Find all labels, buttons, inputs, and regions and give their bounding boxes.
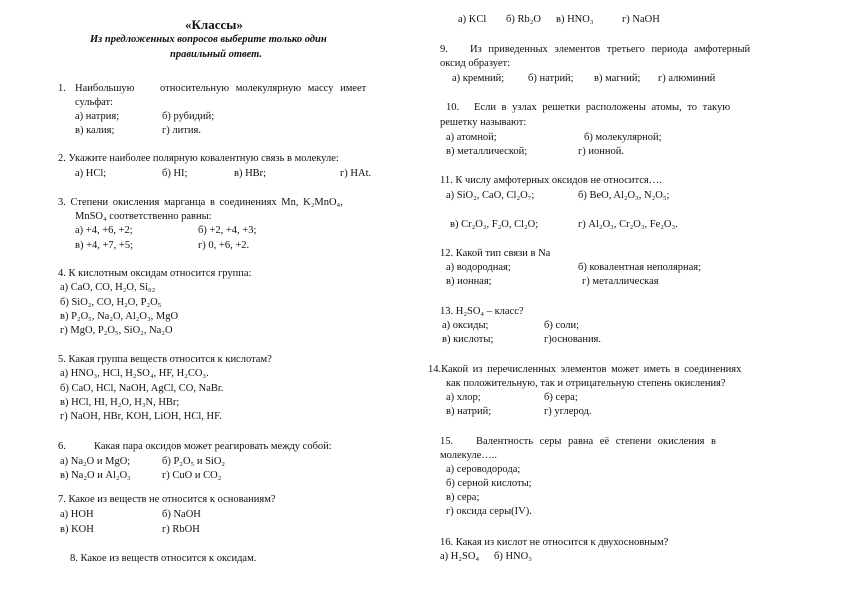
question-number: 6. (58, 441, 66, 452)
answer-option: в) ионная; (446, 276, 492, 287)
answer-option: б) +2, +4, +3; (198, 225, 257, 236)
answer-option: г) NaOH (622, 14, 660, 25)
question-text: Если в узлах решетки расположены атомы, то такую (474, 102, 731, 113)
answer-option: б) NaOH (162, 509, 201, 520)
question-number: 9. (440, 44, 448, 55)
question-text: 12. Какой тип связи в Na (440, 248, 551, 259)
question-text: 13. H₂SO₄ – класс? (440, 306, 524, 317)
answer-option: б) BeO, Al₂O₃, N₂O₅; (578, 190, 670, 201)
answer-option: б) молекулярной; (584, 132, 662, 143)
answer-option: в) HCl, HI, H₂O, H₃N, HBr; (60, 397, 180, 408)
answer-option: б) SiO₂, CO, H₂O, P₂O₅ (60, 297, 162, 308)
answer-option: б) HI; (162, 168, 188, 179)
answer-option: в) металлической; (446, 146, 528, 157)
answer-option: в) KOH (60, 524, 94, 535)
question-text: 2. Укажите наиболее полярную ковалентную связь в молекуле: (58, 153, 339, 164)
answer-option: г) CuO и CO₂ (162, 470, 222, 481)
answer-option: а) атомной; (446, 132, 497, 143)
question-text: 8. Какое из веществ относится к оксидам. (70, 553, 257, 564)
question-text: 11. К числу амфотерных оксидов не относится…. (440, 175, 662, 186)
answer-option: г) алюминий (658, 73, 716, 84)
page-title: «Классы» (185, 17, 243, 32)
answer-option: б) Rb₂O (506, 14, 541, 25)
question-text: относительную молекулярную массу имеет (160, 83, 367, 94)
question-text: Из приведенных элементов третьего периода амфотерный (470, 44, 751, 55)
instructions-line: правильный ответ. (170, 49, 263, 60)
answer-option: б) рубидий; (162, 111, 215, 122)
question-text: оксид образует: (440, 58, 511, 69)
answer-option: г) MgO, P₂O₅, SiO₂, Na₂O (60, 325, 173, 336)
answer-option: б) HNO₃ (494, 551, 532, 562)
question-text: сульфат: (75, 97, 114, 108)
answer-option: в) Na₂O и Al₂O₃ (60, 470, 131, 481)
question-number: 15. (440, 436, 454, 447)
answer-option: б) CaO, HCl, NaOH, AgCl, CO, NaBr. (60, 383, 224, 394)
question-text: решетку называют: (440, 117, 527, 128)
answer-option: б) натрий; (528, 73, 574, 84)
answer-option: а) кремний; (452, 73, 505, 84)
answer-option: г) HAt. (340, 168, 372, 179)
answer-option: г) Al₂O₃, Cr₂O₃, Fe₂O₃. (578, 219, 678, 230)
answer-option: в) натрий; (446, 406, 492, 417)
question-text: Какая пара оксидов может реагировать между собой: (94, 441, 332, 452)
answer-option: г) NaOH, HBr, KOH, LiOH, HCl, HF. (60, 411, 222, 422)
answer-option: в) HNO₃ (556, 14, 594, 25)
answer-option: а) хлор; (446, 392, 481, 403)
answer-option: г) 0, +6, +2. (198, 240, 250, 251)
question-number: 1. (58, 83, 66, 94)
answer-option: г) металлическая (582, 276, 659, 287)
answer-option: в) кислоты; (442, 334, 494, 345)
answer-option: б) P₂O₅ и SiO₂ (162, 456, 226, 467)
answer-option: в) +4, +7, +5; (75, 240, 134, 251)
question-text: 3. Степени окисления марганца в соединениях Mn, K₂MnO₄, (58, 197, 343, 208)
question-text: 16. Какая из кислот не относится к двухосновным? (440, 537, 669, 548)
question-text: молекуле….. (440, 450, 498, 461)
answer-option: б) сера; (544, 392, 578, 403)
answer-option: б) серной кислоты; (446, 478, 532, 489)
answer-option: в) P₂O₅, Na₂O, Al₂O₃, MgO (60, 311, 179, 322)
answer-option: в) калия; (75, 125, 115, 136)
question-text: как положительную, так и отрицательную степень окисления? (446, 378, 726, 389)
answer-option: а) SiO₂, CaO, Cl₂O₇; (446, 190, 535, 201)
answer-option: г) лития. (162, 125, 201, 136)
answer-option: г)основания. (544, 334, 602, 345)
question-text: Наибольшую (75, 83, 135, 94)
answer-option: а) KCl (458, 14, 487, 25)
question-text: 7. Какое из веществ не относится к основаниям? (58, 494, 276, 505)
answer-option: а) HOH (60, 509, 94, 520)
question-text: MnSO₄ соответственно равны: (75, 211, 212, 222)
answer-option: в) магний; (594, 73, 641, 84)
answer-option: а) водородная; (446, 262, 511, 273)
answer-option: г) RbOH (162, 524, 200, 535)
answer-option: г) ионной. (578, 146, 625, 157)
answer-option: а) CaO, CO, H₂O, Si₀₂ (60, 282, 156, 293)
question-text: Валентность серы равна её степени окисления в (476, 436, 716, 447)
answer-option: г) оксида серы(IV). (446, 506, 532, 517)
question-text: 4. К кислотным оксидам относится группа: (58, 268, 252, 279)
question-number: 10. (446, 102, 460, 113)
answer-option: а) +4, +6, +2; (75, 225, 133, 236)
answer-option: в) сера; (446, 492, 480, 503)
answer-option: в) HBr; (234, 168, 267, 179)
instructions-line: Из предложенных вопросов выберите только один (90, 34, 327, 45)
answer-option: а) натрия; (75, 111, 120, 122)
answer-option: б) ковалентная неполярная; (578, 262, 702, 273)
answer-option: б) соли; (544, 320, 580, 331)
answer-option: а) Na₂O и MgO; (60, 456, 131, 467)
question-text: 5. Какая группа веществ относится к кислотам? (58, 354, 272, 365)
answer-option: а) сероводорода; (446, 464, 521, 475)
answer-option: г) углерод. (544, 406, 592, 417)
answer-option: а) оксиды; (442, 320, 489, 331)
answer-option: а) H₂SO₄ (440, 551, 480, 562)
question-text: 14.Какой из перечисленных элементов может иметь в соединениях (428, 364, 742, 375)
answer-option: а) HNO₃, HCl, H₂SO₄, HF, H₂CO₃. (60, 368, 209, 379)
answer-option: в) Cr₂O₃, F₂O, Cl₂O; (450, 219, 539, 230)
answer-option: а) HCl; (75, 168, 107, 179)
